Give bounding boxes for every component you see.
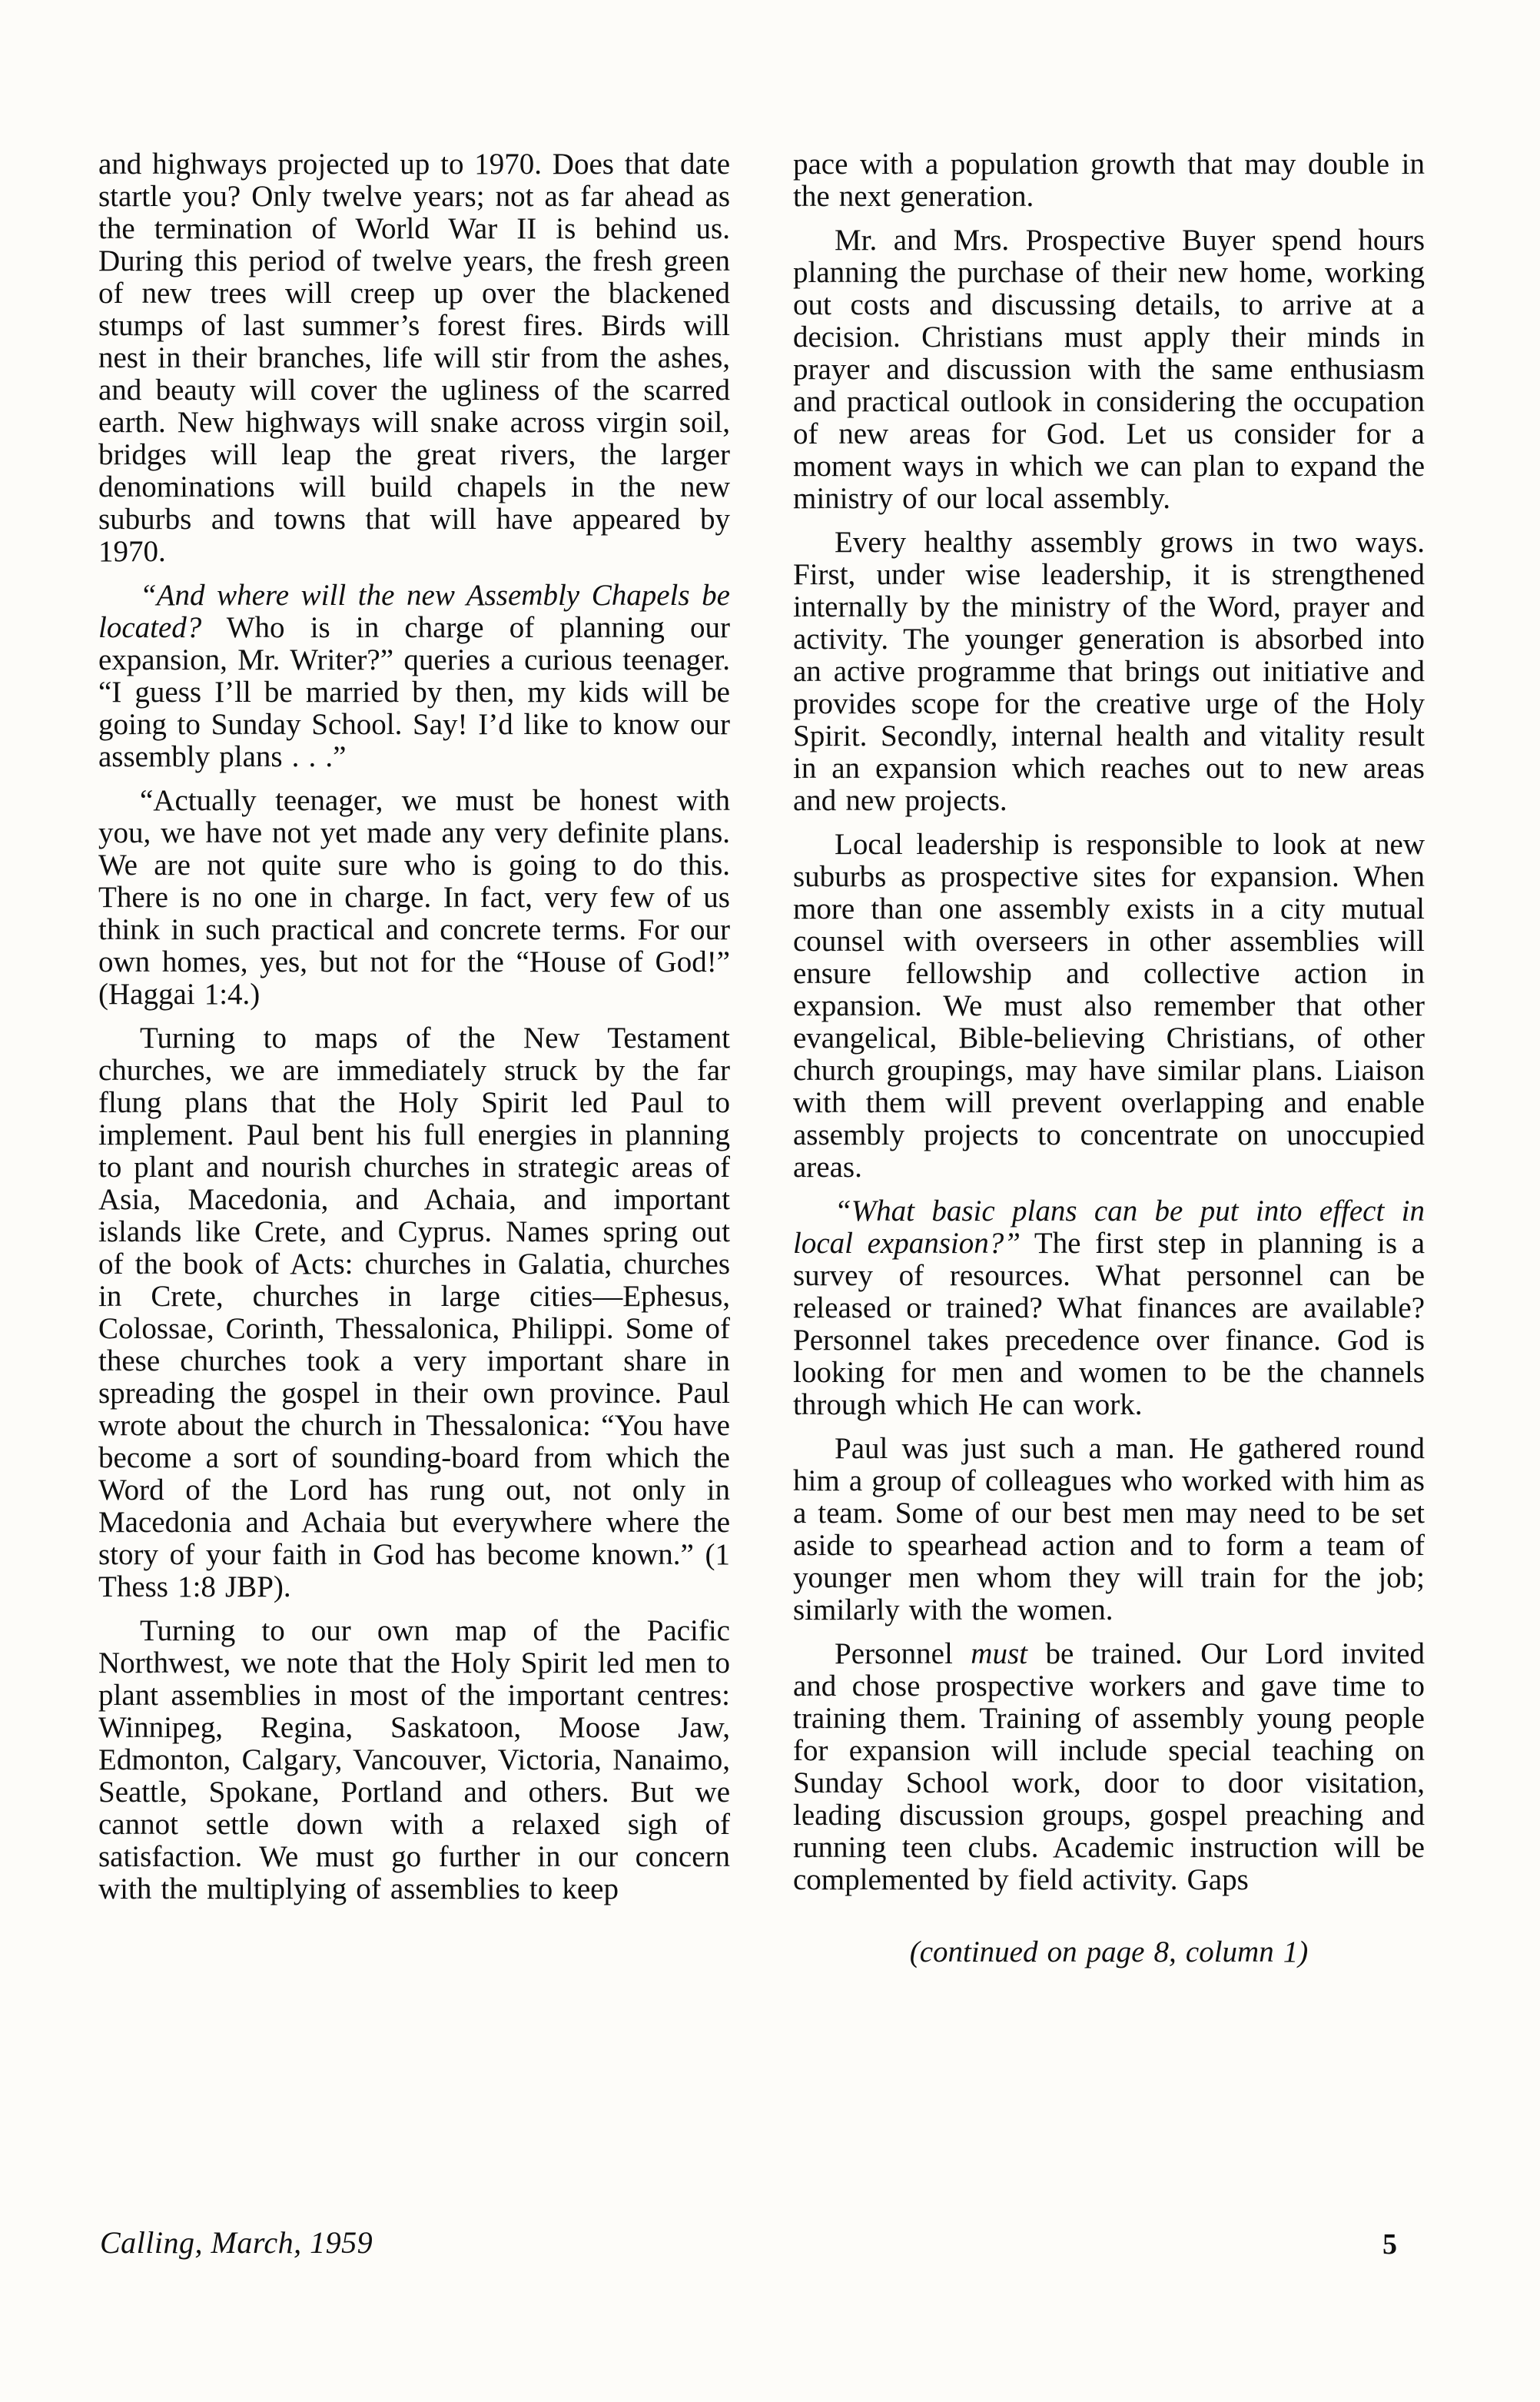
paragraph-basic-plans (793, 1195, 1425, 1421)
text-run: Turning to maps of the New Testament churches, we are immediately struck by the far flung plans that the Holy Spirit led Paul to implement. Paul bent his full energies in planning to plant and nourish churches in strategic areas of Asia, Macedonia, and Achaia, and important islands like Crete, and Cyprus. Names spring out of the book of Acts: churches in Galatia, churches in Crete, churches in large cities—Ephesus, Colossae, Corinth, Thessalonica, Philippi. Some of these churches took a very important share in spreading the gospel in their own province. Paul wrote about the church in Thessalonica: “You have become a sort of sounding-board from which the Word of the Lord has rung out, not only in Macedonia and Achaia but everywhere where the story of your faith in God has become known.” (1 Thess 1:8 JBP). (98, 1022, 730, 1603)
text-run: Personnel (835, 1637, 971, 1670)
text-run: Every healthy assembly grows in two ways. First, under wise leadership, it is strengthened internally by the ministry of the Word, prayer and activity. The younger generation is absorbed into an active programme that brings out initiative and provides scope for the creative urge of the Holy Spirit. Secondly, internal health and vitality result in an expansion which reaches out to new areas and new projects. (793, 526, 1425, 817)
paragraph-local-leadership (793, 829, 1425, 1184)
text-run: and highways projected up to 1970. Does that date startle you? Only twelve years; not as far ahead as the termination of World War II is behind us. During this period of twelve years, the fresh green of new trees will creep up over the blackened stumps of last summer’s forest fires. Birds will nest in their branches, life will stir from the ashes, and beauty will cover the ugliness of the scarred earth. New highways will snake across virgin soil, bridges will leap the great rivers, the larger denominations will build chapels in the new suburbs and towns that will have appeared by 1970. (98, 148, 730, 568)
text-run: be trained. Our Lord invited and chose prospective workers and gave time to training them. Training of assembly young people for expansion will include special teaching on Sunday School work, door to door visitation, leading discussion groups, gospel preaching and running teen clubs. Academic instruction will be complemented by field activity. Gaps (793, 1637, 1425, 1896)
paragraph-personnel-training (793, 1638, 1425, 1896)
paragraph-teenager-question (98, 580, 730, 773)
article-body (98, 148, 1425, 1968)
page-number: 5 (1382, 2228, 1397, 2261)
paragraph-paul-team (793, 1433, 1425, 1626)
paragraph-highways-continuation (98, 148, 730, 568)
text-run: (continued on page 8, column 1) (909, 1935, 1309, 1968)
right-column (793, 148, 1425, 1968)
paragraph-pacific-northwest (98, 1615, 730, 1905)
text-run: Who is in charge of planning our expansion, Mr. Writer?” queries a curious teenager. “I guess I’ll be married by then, my kids will be going to Sunday School. Say! I’d like to know our assembly plans . . .” (98, 611, 730, 773)
left-column (98, 148, 730, 1968)
paragraph-new-testament-maps (98, 1022, 730, 1603)
text-run: The first step in planning is a survey of resources. What personnel can be released or trained? What finances are available? Personnel takes precedence over finance. God is looking for men and women to be the channels through which He can work. (793, 1227, 1425, 1421)
text-run: must (971, 1637, 1027, 1670)
paragraph-healthy-assembly (793, 527, 1425, 817)
continued-note (793, 1936, 1425, 1968)
paragraph-prospective-buyer (793, 224, 1425, 515)
text-run: Mr. and Mrs. Prospective Buyer spend hours planning the purchase of their new home, working out costs and discussing details, to arrive at a decision. Christians must apply their minds in prayer and discussion with the same enthusiasm and practical outlook in considering the occupation of new areas for God. Let us consider for a moment ways in which we can plan to expand the ministry of our local assembly. (793, 224, 1425, 515)
paragraph-honest-answer (98, 785, 730, 1011)
text-run: “What basic plans can be put into effect in local expansion?” (793, 1194, 1425, 1260)
text-run: “Actually teenager, we must be honest with you, we have not yet made any very definite plans. We are not quite sure who is going to do this. There is no one in charge. In fact, very few of us think in such practical and concrete terms. For our own homes, yes, but not for the “House of God!” (Haggai 1:4.) (98, 784, 730, 1011)
text-run: Paul was just such a man. He gathered round him a group of colleagues who worked with him as a team. Some of our best men may need to be set aside to spearhead action and to form a team of younger men whom they will train for the job; similarly with the women. (793, 1432, 1425, 1626)
text-run: “And where will the new Assembly Chapels be located? (98, 579, 730, 644)
journal-title-footer: Calling, March, 1959 (100, 2225, 373, 2260)
text-run: Local leadership is responsible to look at new suburbs as prospective sites for expansion. When more than one assembly exists in a city mutual counsel with overseers in other assemblies will ensure fellowship and collective action in expansion. We must also remember that other evangelical, Bible-believing Christians, of other church groupings, may have similar plans. Liaison with them will prevent overlapping and enable assembly projects to concentrate on unoccupied areas. (793, 828, 1425, 1184)
text-run: Turning to our own map of the Pacific Northwest, we note that the Holy Spirit led men to plant assemblies in most of the important centres: Winnipeg, Regina, Saskatoon, Moose Jaw, Edmonton, Calgary, Vancouver, Victoria, Nanaimo, Seattle, Spokane, Portland and others. But we cannot settle down with a relaxed sigh of satisfaction. We must go further in our concern with the multiplying of assemblies to keep (98, 1614, 730, 1905)
paragraph-population-growth (793, 148, 1425, 213)
text-run: pace with a population growth that may double in the next generation. (793, 148, 1425, 213)
